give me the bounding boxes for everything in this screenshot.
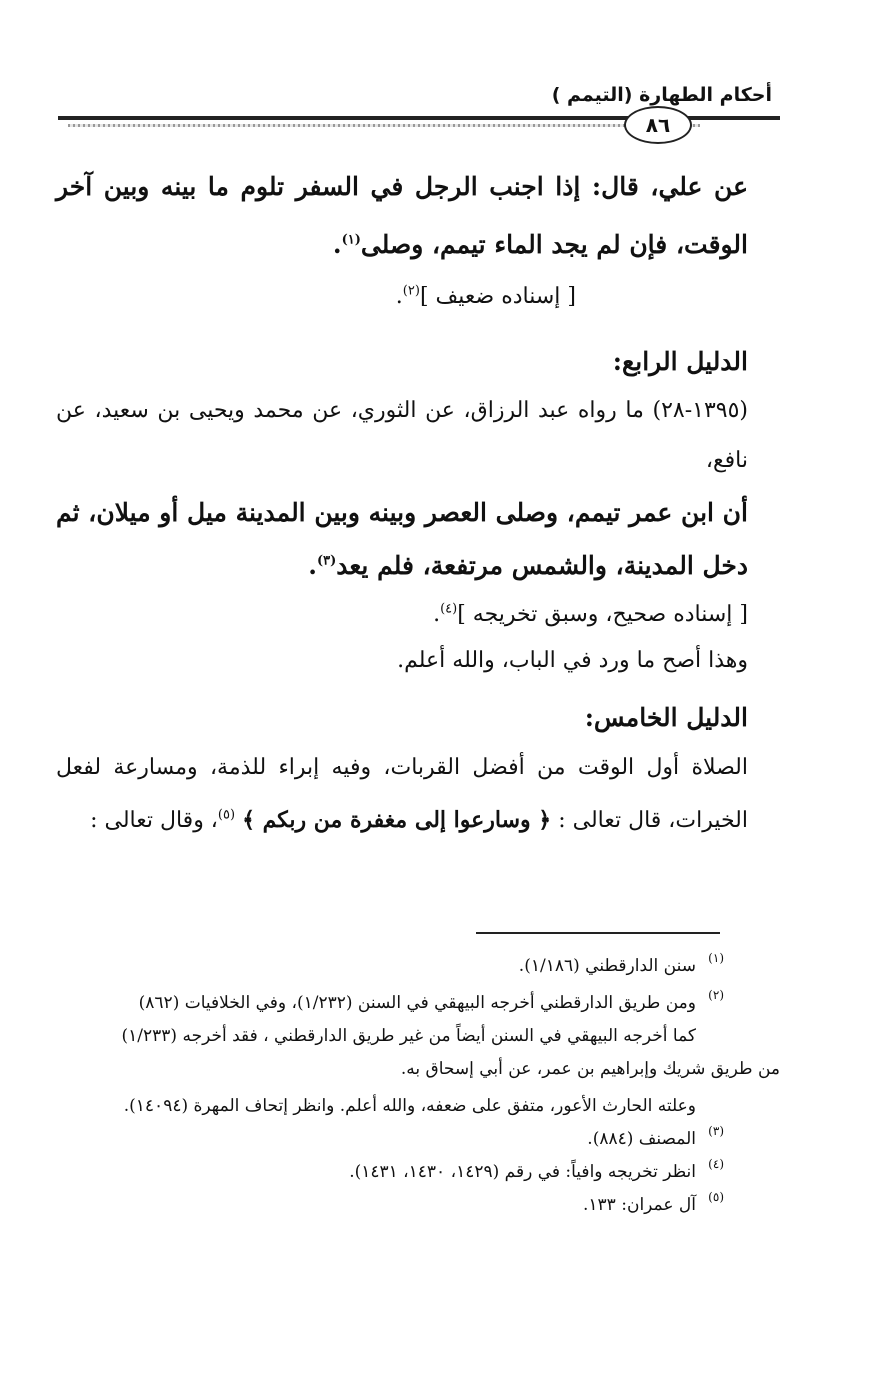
paragraph-conclusion: وهذا أصح ما ورد في الباب، والله أعلم. xyxy=(397,648,748,673)
footnote-ref-2: (٢) xyxy=(402,283,420,299)
isnad-1: [ إسناده ضعيف ]$^{(٢)}$. xyxy=(395,283,576,309)
paragraph-prayer-time: الصلاة أول الوقت من أفضل القربات، وفيه إبراء للذمة، ومسارعة لفعل الخيرات، قال تعالى : ﴿ وسارعوا إلى مغفرة من ربكم ﴾ $^{(٥)}$، وقال تعالى : xyxy=(56,755,748,833)
paragraph-hadith-1395: (١٣٩٥-٢٨) ما رواه عبد الرزاق، عن الثوري، عن محمد ويحيى بن سعيد، عن نافع، xyxy=(56,398,748,473)
quran-verse: ﴿ وسارعوا إلى مغفرة من ربكم ﴾ xyxy=(242,807,552,833)
isnad-2: [ إسناده صحيح، وسبق تخريجه ]$^{(٤)}$. xyxy=(433,601,748,627)
footnote-2: (٢) ومن طريق الدارقطني أخرجه البيهقي في السنن (١/٢٣٢)، وفي الخلافيات (٨٦٢) xyxy=(138,988,724,1013)
page-number: ٨٦ xyxy=(645,113,671,137)
badge-rule xyxy=(690,116,780,120)
footnote-5: (٥) آل عمران: ١٣٣. xyxy=(583,1190,724,1215)
footnote-separator xyxy=(476,932,720,934)
header-rule-light xyxy=(68,124,700,127)
heading-evidence-4: الدليل الرابع: xyxy=(612,347,748,376)
footnote-2-line-3: من طريق شريك وإبراهيم بن عمر، عن أبي إسحاق به. xyxy=(400,1059,780,1079)
heading-evidence-5: الدليل الخامس: xyxy=(584,703,748,732)
paragraph-ibn-umar: أن ابن عمر تيمم، وصلى العصر وبينه وبين المدينة ميل أو ميلان، ثم دخل المدينة، والشمس مرتفعة، فلم يعد$^{(٣)}$. xyxy=(56,498,748,580)
footnotes xyxy=(56,950,780,1222)
footnote-ref-3: (٣) xyxy=(316,553,337,569)
footnote-ref-4: (٤) xyxy=(440,601,458,617)
footnote-2-line-4: وعلته الحارث الأعور، متفق على ضعفه، والله أعلم. وانظر إتحاف المهرة (١٤٠٩٤). xyxy=(123,1096,696,1116)
footnote-3: (٣) المصنف (٨٨٤). xyxy=(587,1124,724,1149)
page-header xyxy=(58,72,780,142)
footnote-1: (١) سنن الدارقطني (١/١٨٦). xyxy=(518,951,724,976)
footnote-2-line-2: كما أخرجه البيهقي في السنن أيضاً من غير طريق الدارقطني ، فقد أخرجه (١/٢٣٣) xyxy=(121,1026,696,1046)
footnote-4: (٤) انظر تخريجه وافياً: في رقم (١٤٢٩، ١٤٣٠، ١٤٣١). xyxy=(349,1157,724,1182)
footnote-ref-5: (٥) xyxy=(217,807,236,823)
main-text xyxy=(56,158,776,847)
header-rule xyxy=(58,116,710,120)
paragraph-ali: عن علي، قال: إذا اجنب الرجل في السفر تلوم ما بينه وبين آخر الوقت، فإن لم يجد الماء تيمم، وصلى$^{(١)}$. xyxy=(56,172,748,259)
footnote-ref-1: (١) xyxy=(341,232,361,248)
running-title: أحكام الطهارة (التيمم ) xyxy=(551,84,772,106)
page-number-badge xyxy=(624,106,692,144)
